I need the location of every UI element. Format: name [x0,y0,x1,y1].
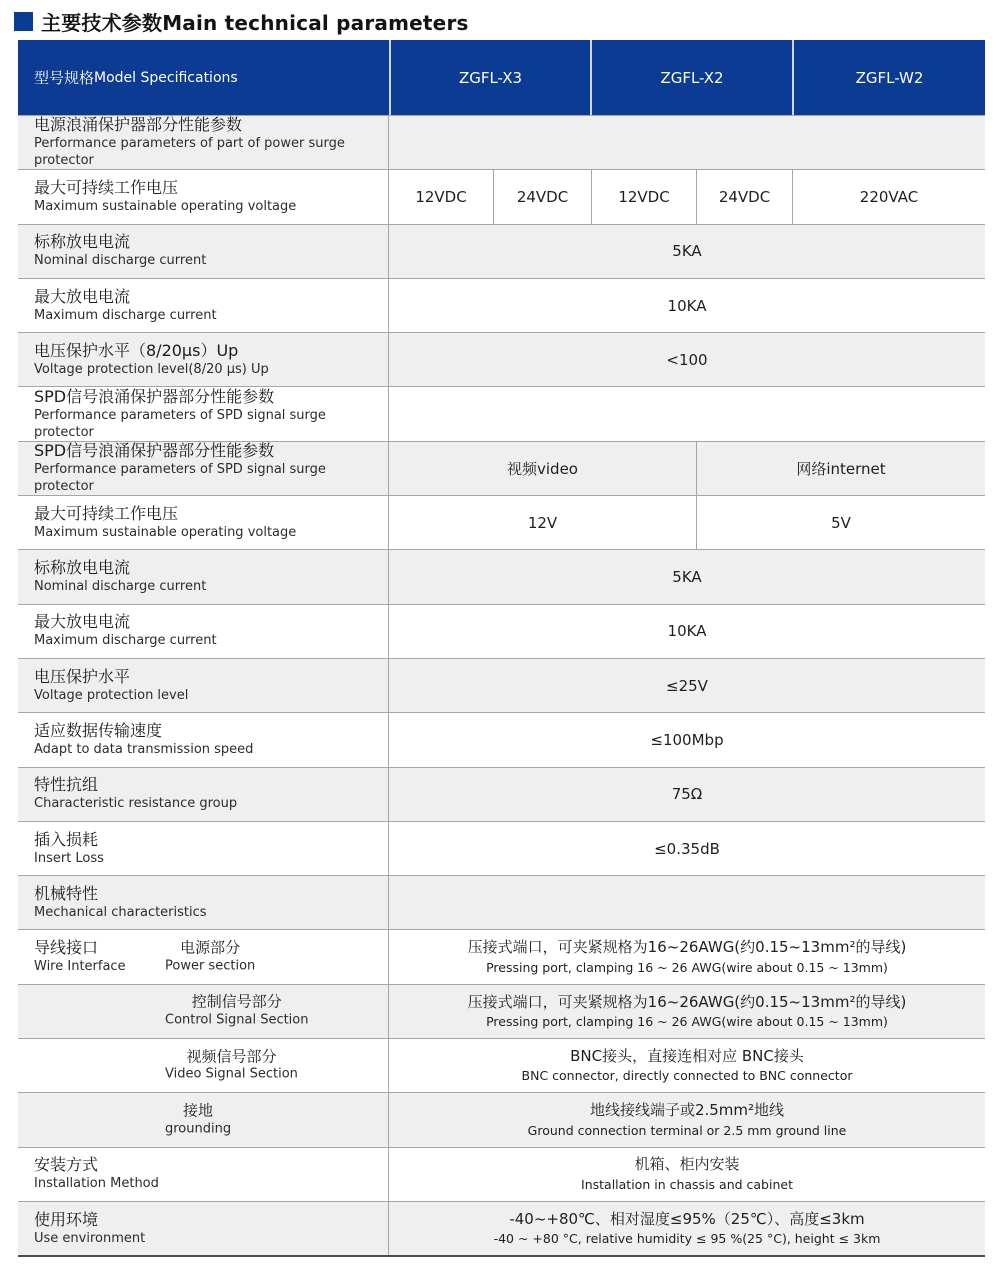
row-label [18,170,389,223]
row-label-en: Maximum sustainable operating voltage [34,199,297,214]
table-header-row [18,40,985,115]
row-label-en: Adapt to data transmission speed [34,741,254,757]
row-value [389,1093,985,1146]
table-row [18,495,985,549]
row-label-zh: SPD信号浪涌保护器部分性能参数 [34,386,275,406]
table-row [18,1201,985,1255]
table-row [18,712,985,766]
row-sublabel-zh: 接地 [183,1101,214,1120]
row-label-zh: 最大可持续工作电压 [34,503,179,523]
row-value-cells [389,170,985,223]
page-title-zh: 主要技术参数 [41,11,163,35]
row-label [18,768,389,821]
row-label-en: Maximum discharge current [34,633,217,649]
row-label-en: Nominal discharge current [34,253,207,269]
table-row-section-power [18,115,985,169]
row-label-en: Characteristic resistance group [34,796,238,812]
row-value-zh: 压接式端口，可夹紧规格为16~26AWG(约0.15~13mm²的导线) [467,992,907,1011]
row-label [18,876,389,929]
table-row [18,604,985,658]
row-value [389,876,985,929]
row-label-zh: 电源浪涌保护器部分性能参数 [34,115,243,135]
page-title-en: Main technical parameters [162,11,469,35]
row-label-en: Voltage protection level(8/20 μs) Up [34,361,269,377]
table-row [18,984,985,1038]
row-value: 5KA [672,568,702,587]
row-label-zh: 安装方式 [34,1155,99,1175]
row-label [18,1202,389,1255]
value-cell: 24VDC [493,170,591,223]
row-label [18,822,389,875]
row-label-zh: 插入损耗 [34,829,99,849]
row-value-zh: 地线接线端子或2.5mm²地线 [589,1101,785,1120]
row-label-en: Performance parameters of SPD signal surge protector [34,407,326,440]
value-cell: 12VDC [591,170,696,223]
row-value-zh: -40~+80℃、相对湿度≤95%（25℃）、高度≤3km [509,1209,865,1228]
table-row [18,332,985,386]
row-label-zh: 最大放电电流 [34,612,131,632]
row-label-zh: SPD信号浪涌保护器部分性能参数 [34,441,275,461]
row-label-en: Nominal discharge current [34,579,207,595]
header-label-en: Model Specifications [94,69,238,86]
row-sublabel-en: Video Signal Section [165,1067,298,1083]
row-label-zh: 最大可持续工作电压 [34,178,179,197]
parameters-table [18,40,985,1257]
value-cell: 5V [696,496,985,549]
row-value-en: Pressing port, clamping 16 ~ 26 AWG(wire about 0.15 ~ 13mm) [486,959,888,975]
page-title-bar [14,7,469,36]
row-value-zh: 机箱、柜内安装 [634,1155,740,1174]
row-value: ≤100Mbp [650,730,724,749]
row-label-en: Performance parameters of part of power surge protector [34,136,345,169]
row-label [18,985,389,1038]
row-value: ≤0.35dB [654,839,720,858]
row-value [389,387,985,440]
table-row [18,169,985,223]
row-sublabel-zh: 视频信号部分 [186,1047,277,1066]
row-label-en: Mechanical characteristics [34,904,207,920]
row-value-en: Installation in chassis and cabinet [581,1176,793,1192]
table-row [18,278,985,332]
row-label [18,550,389,603]
row-label-zh: 标称放电电流 [34,232,131,252]
header-model-col-2: ZGFL-X2 [590,40,792,115]
row-value-cells [389,442,985,495]
row-sublabel-zh: 控制信号部分 [191,993,282,1012]
table-row [18,549,985,603]
row-label-zh: 标称放电电流 [34,558,131,578]
value-cell: 12V [527,513,558,532]
row-sublabel [165,939,255,976]
row-value: 10KA [667,296,707,315]
row-value [389,985,985,1038]
row-label-zh: 电压保护水平（8/20μs）Up [34,340,239,360]
value-cell: 220VAC [792,170,985,223]
row-label-zh: 特性抗组 [34,775,99,795]
value-cell: 12VDC [415,187,467,206]
row-sublabel [165,1102,231,1139]
title-accent-square-icon [14,12,33,31]
row-value-en: Pressing port, clamping 16 ~ 26 AWG(wire about 0.15 ~ 13mm) [486,1014,888,1030]
row-label [18,1148,389,1201]
table-row [18,929,985,983]
header-model-col-3: ZGFL-W2 [792,40,985,115]
row-sublabel-en: grounding [165,1121,232,1137]
row-label-zh: 使用环境 [34,1209,99,1229]
row-label-en: Voltage protection level [34,687,189,703]
row-label [18,279,389,332]
row-label [18,333,389,386]
row-label [18,1039,389,1092]
row-label [18,1093,389,1146]
row-sublabel [165,1047,298,1084]
row-value-zh: 压接式端口，可夹紧规格为16~26AWG(约0.15~13mm²的导线) [467,938,907,957]
table-row [18,441,985,495]
header-model-specifications [18,40,389,115]
row-sublabel-en: Power section [165,958,256,974]
row-label [18,713,389,766]
row-value-en: -40 ~ +80 °C, relative humidity ≤ 95 %(25 °C), height ≤ 3km [493,1231,881,1247]
row-value [389,930,985,983]
row-sublabel-en: Control Signal Section [165,1012,309,1028]
table-row [18,1038,985,1092]
row-value [389,1148,985,1201]
table-row [18,658,985,712]
row-value-zh: BNC接头，直接连相对应 BNC接头 [570,1046,804,1065]
row-label [18,116,389,169]
value-cell: 24VDC [696,170,792,223]
table-row-section-mechanical [18,875,985,929]
row-value [389,116,985,169]
table-row [18,767,985,821]
row-value-en: BNC connector, directly connected to BNC connector [521,1068,853,1084]
row-label-zh: 电压保护水平 [34,666,131,686]
row-label-en: Installation Method [34,1176,159,1192]
table-row [18,224,985,278]
row-value [389,1202,985,1255]
row-label [18,605,389,658]
row-sublabel [165,993,309,1030]
row-label [18,659,389,712]
row-value: ≤25V [666,676,708,695]
header-model-col-1: ZGFL-X3 [389,40,590,115]
table-row [18,1092,985,1146]
page-title [41,7,469,36]
row-value [389,1039,985,1092]
row-value: 10KA [667,622,707,641]
row-label-zh: 机械特性 [34,883,99,903]
table-row [18,1147,985,1201]
row-label-zh: 适应数据传输速度 [34,720,163,740]
table-row-section-spd [18,386,985,440]
row-label [18,442,389,495]
row-label [18,930,389,983]
row-value: 5KA [672,242,702,261]
header-label-zh: 型号规格 [34,69,95,87]
value-cell: 视频video [507,459,578,478]
row-group-label-zh: 导线接口 [34,938,99,958]
row-label [18,496,389,549]
table-row [18,821,985,875]
row-group-label-en: Wire Interface [34,959,126,975]
row-value-en: Ground connection terminal or 2.5 mm ground line [527,1122,847,1138]
row-sublabel-zh: 电源部分 [180,938,241,957]
row-label-en: Performance parameters of SPD signal surge protector [34,462,326,494]
value-cell: 网络internet [696,442,985,495]
row-value: 75Ω [671,785,703,804]
row-label-en: Maximum sustainable operating voltage [34,524,297,540]
row-label-en: Maximum discharge current [34,307,217,323]
row-label [18,225,389,278]
row-value-cells [389,496,985,549]
row-label-en: Use environment [34,1230,146,1246]
row-value: <100 [666,350,708,369]
row-label [18,387,389,440]
row-label-zh: 最大放电电流 [34,286,131,306]
row-label-en: Insert Loss [34,850,104,866]
